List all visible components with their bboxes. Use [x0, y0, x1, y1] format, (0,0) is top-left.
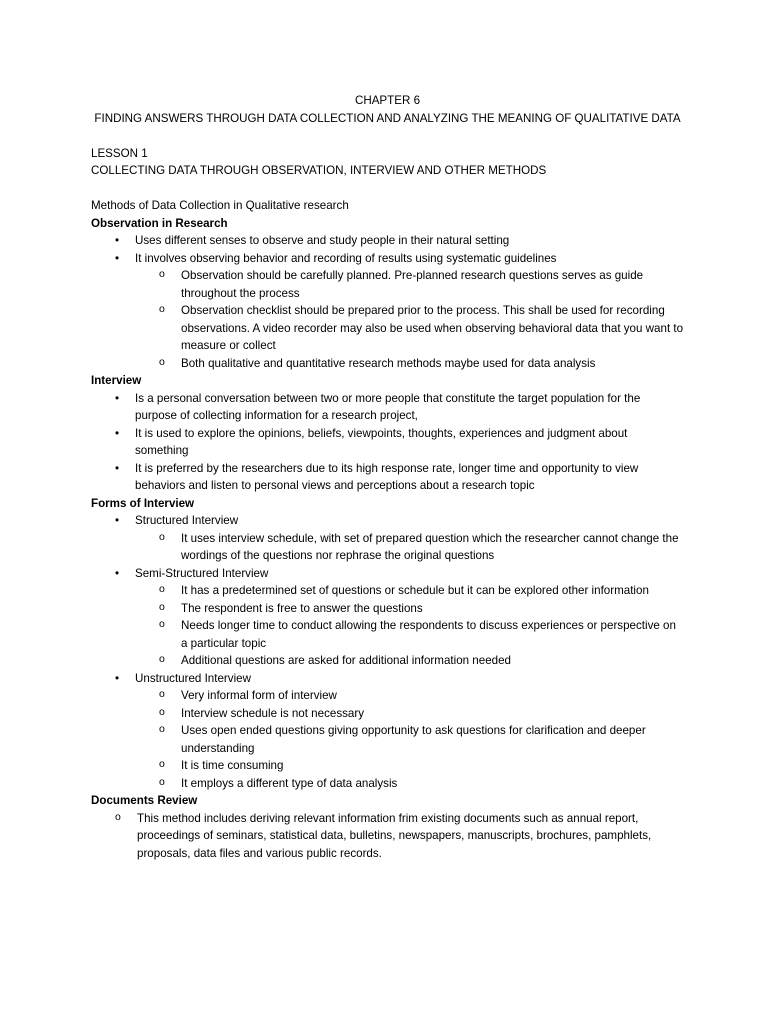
list-item	[91, 670, 684, 793]
methods-heading: Methods of Data Collection in Qualitative research	[91, 199, 349, 212]
observation-sublist	[91, 267, 684, 372]
list-item	[91, 512, 684, 565]
sub-list-item: o This method includes deriving relevant information frim existing documents such as annual report, proceedings of seminars, statistical data, bulletins, newspapers, manuscripts, brochures, pamphlets, proposals, data files and various public records.	[91, 810, 684, 863]
forms-heading: Forms of Interview	[91, 496, 195, 510]
semi-structured-label: Semi-Structured Interview	[135, 566, 269, 580]
sub-list-item: o Both qualitative and quantitative research methods maybe used for data analysis	[135, 355, 684, 373]
documents-list	[91, 810, 684, 863]
sub-list-item: o Uses open ended questions giving opportunity to ask questions for clarification and deeper understanding	[135, 722, 684, 757]
structured-sublist	[135, 530, 684, 565]
lesson-number: LESSON 1	[91, 146, 148, 160]
list-item-text: It involves observing behavior and recording of results using systematic guidelines	[135, 251, 557, 265]
sub-list-item: o The respondent is free to answer the questions	[135, 600, 684, 618]
list-item: • It is used to explore the opinions, beliefs, viewpoints, thoughts, experiences and judgment about something	[91, 425, 684, 460]
observation-list	[91, 232, 684, 372]
interview-list	[91, 390, 684, 495]
forms-list	[91, 512, 684, 792]
sub-list-item: o It uses interview schedule, with set of prepared question which the researcher cannot change the wordings of the questions nor rephrase the original questions	[135, 530, 684, 565]
sub-list-item: o Needs longer time to conduct allowing the respondents to discuss experiences or perspective on a particular topic	[135, 617, 684, 652]
interview-heading: Interview	[91, 374, 142, 387]
sub-list-item: o It is time consuming	[135, 757, 684, 775]
chapter-title: FINDING ANSWERS THROUGH DATA COLLECTION AND ANALYZING THE MEANING OF QUALITATIVE DATA	[94, 111, 681, 125]
sub-list-item: o Observation checklist should be prepared prior to the process. This shall be used for recording observations. A video recorder may also be used when observing behavioral data that you want to measure or collect	[135, 302, 684, 355]
semi-structured-sublist	[135, 582, 684, 670]
sub-list-item: o It employs a different type of data analysis	[135, 775, 684, 793]
observation-heading: Observation in Research	[91, 216, 228, 230]
structured-label: Structured Interview	[135, 514, 239, 527]
list-item: • It is preferred by the researchers due to its high response rate, longer time and opportunity to view behaviors and listen to personal views and perceptions about a research topic	[91, 460, 684, 495]
list-item: • Is a personal conversation between two or more people that constitute the target population for the purpose of collecting information for a research project,	[91, 390, 684, 425]
list-item: • Uses different senses to observe and study people in their natural setting	[91, 232, 684, 250]
lesson-title: COLLECTING DATA THROUGH OBSERVATION, INTERVIEW AND OTHER METHODS	[91, 164, 547, 177]
unstructured-label: Unstructured Interview	[135, 671, 251, 685]
chapter-number: CHAPTER 6	[354, 94, 421, 107]
list-item	[91, 250, 684, 373]
list-item	[91, 565, 684, 670]
sub-list-item: o Observation should be carefully planned. Pre-planned research questions serves as guide throughout the process	[135, 267, 684, 302]
sub-list-item: o Very informal form of interview	[135, 687, 684, 705]
documents-heading: Documents Review	[91, 794, 198, 807]
sub-list-item: o Additional questions are asked for additional information needed	[135, 652, 684, 670]
unstructured-sublist	[135, 687, 684, 792]
sub-list-item: o It has a predetermined set of questions or schedule but it can be explored other information	[135, 582, 684, 600]
sub-list-item: o Interview schedule is not necessary	[135, 705, 684, 723]
